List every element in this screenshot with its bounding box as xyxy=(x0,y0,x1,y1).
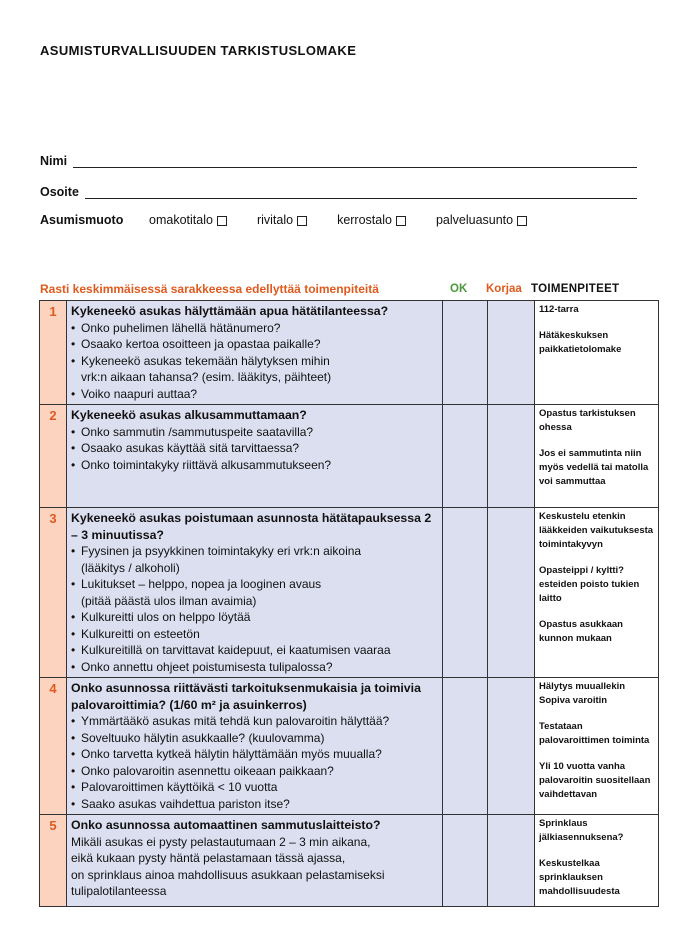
fix-column-header: Korjaa xyxy=(486,283,522,295)
question-title: Kykeneekö asukas alkusammuttamaan? xyxy=(71,408,307,422)
ok-check-cell[interactable] xyxy=(443,508,488,678)
ok-check-cell[interactable] xyxy=(443,301,488,405)
bullet-item: • Onko palovaroitin asennettu oikeaan paikkaan? xyxy=(71,763,438,780)
bullet-item: • Onko sammutin /sammutuspeite saatavilla? xyxy=(71,424,438,441)
question-title: Onko asunnossa automaattinen sammutuslaitteisto? xyxy=(71,818,381,832)
table-row xyxy=(40,678,659,815)
action-note: 112-tarra xyxy=(539,304,579,315)
actions-cell xyxy=(535,508,659,678)
actions-cell xyxy=(535,405,659,508)
question-text: eikä kukaan pysty häntä pelastamaan tässä ajassa, xyxy=(71,851,346,865)
question-title: Kykeneekö asukas hälyttämään apua hätätilanteessa? xyxy=(71,304,389,318)
name-input-line[interactable] xyxy=(73,154,637,168)
bullet-item: • Kykeneekö asukas tekemään hälytyksen mihin xyxy=(71,353,438,370)
bullet-item: • Fyysinen ja psyykkinen toimintakyky eri vrk:n aikoina xyxy=(71,543,438,560)
checkbox-icon[interactable] xyxy=(297,216,307,226)
question-text: tulipalotilanteessa xyxy=(71,884,167,898)
bullet-item: • Soveltuuko hälytin asukkaalle? (kuulovamma) xyxy=(71,730,438,747)
instruction-text: Rasti keskimmäisessä sarakkeessa edellyttää toimenpiteitä xyxy=(40,282,379,296)
action-note: Hälytys muuallekin Sopiva varoitin xyxy=(539,681,626,706)
bullet-item: • Palovaroittimen käyttöikä < 10 vuotta xyxy=(71,779,438,796)
fix-check-cell[interactable] xyxy=(488,508,535,678)
actions-cell xyxy=(535,301,659,405)
bullet-item: • Kulkureitillä on tarvittavat kaidepuut, ei kaatumisen vaaraa xyxy=(71,642,438,659)
table-row xyxy=(40,405,659,508)
bullet-item: • Onko puhelimen lähellä hätänumero? xyxy=(71,320,438,337)
bullet-item: • Onko tarvetta kytkeä hälytin hälyttämään myös muualla? xyxy=(71,746,438,763)
action-note: Jos ei sammutinta niin myös vedellä tai matolla voi sammuttaa xyxy=(539,448,649,487)
checklist-table xyxy=(39,300,659,907)
fix-check-cell[interactable] xyxy=(488,405,535,508)
housing-option-palveluasunto[interactable]: palveluasunto xyxy=(436,213,527,227)
action-note: Yli 10 vuotta vanha palovaroitin suositellaan vaihdettavan xyxy=(539,761,651,800)
action-note: Keskustelu etenkin lääkkeiden vaikutuksesta toimintakyvyn xyxy=(539,511,654,550)
ok-column-header: OK xyxy=(450,283,468,295)
bullet-item: • Kulkureitti ulos on helppo löytää xyxy=(71,609,438,626)
action-note: Opastus tarkistuksen ohessa xyxy=(539,408,636,433)
table-row xyxy=(40,301,659,405)
question-cell xyxy=(67,508,443,678)
ok-check-cell[interactable] xyxy=(443,405,488,508)
checkbox-icon[interactable] xyxy=(517,216,527,226)
housing-option-omakotitalo[interactable]: omakotitalo xyxy=(149,213,227,227)
action-note: Testataan palovaroittimen toiminta xyxy=(539,721,650,746)
address-input-line[interactable] xyxy=(85,185,637,199)
address-field-row xyxy=(40,181,637,199)
row-number: 1 xyxy=(40,301,67,405)
housing-label: Asumismuoto xyxy=(40,213,124,227)
action-note: Keskustelkaa sprinklauksen mahdollisuudesta xyxy=(539,858,620,897)
row-number: 5 xyxy=(40,815,67,907)
question-cell xyxy=(67,405,443,508)
fix-check-cell[interactable] xyxy=(488,301,535,405)
question-cell xyxy=(67,301,443,405)
housing-option-kerrostalo[interactable]: kerrostalo xyxy=(337,213,406,227)
row-number: 3 xyxy=(40,508,67,678)
fix-check-cell[interactable] xyxy=(488,678,535,815)
row-number: 4 xyxy=(40,678,67,815)
bullet-item: • Osaako asukas käyttää sitä tarvittaessa? xyxy=(71,440,438,457)
actions-cell xyxy=(535,815,659,907)
actions-column-header: TOIMENPITEET xyxy=(531,283,620,295)
question-text: (lääkitys / alkoholi) xyxy=(81,560,180,575)
page-title: ASUMISTURVALLISUUDEN TARKISTUSLOMAKE xyxy=(40,43,357,58)
table-row xyxy=(40,508,659,678)
action-note: Sprinklaus jälkiasennuksena? xyxy=(539,818,624,843)
housing-option-rivitalo[interactable]: rivitalo xyxy=(257,213,307,227)
name-label: Nimi xyxy=(40,154,68,168)
question-cell xyxy=(67,815,443,907)
checkbox-icon[interactable] xyxy=(217,216,227,226)
row-number: 2 xyxy=(40,405,67,508)
question-text: (pitää päästä ulos ilman avaimia) xyxy=(81,593,257,608)
name-field-row xyxy=(40,150,637,168)
checkbox-icon[interactable] xyxy=(396,216,406,226)
table-row xyxy=(40,815,659,907)
action-note: Opasteippi / kyltti? esteiden poisto tukien laitto xyxy=(539,565,640,604)
question-text: Mikäli asukas ei pysty pelastautumaan 2 – 3 min aikana, xyxy=(71,834,371,849)
bullet-item: • Onko annettu ohjeet poistumisesta tulipalossa? xyxy=(71,659,438,676)
question-title: Onko asunnossa riittävästi tarkoituksenmukaisia ja toimivia palovaroittimia? (1/60 m² ja asuinkerros) xyxy=(71,681,421,712)
address-label: Osoite xyxy=(40,185,79,199)
housing-type-row xyxy=(40,211,640,229)
question-text: on sprinklaus ainoa mahdollisuus asukkaan pelastamiseksi xyxy=(71,867,385,882)
bullet-item: • Osaako kertoa osoitteen ja opastaa paikalle? xyxy=(71,336,438,353)
bullet-item: • Lukitukset – helppo, nopea ja looginen avaus xyxy=(71,576,438,593)
bullet-item: • Saako asukas vaihdettua pariston itse? xyxy=(71,796,438,813)
table-legend xyxy=(40,282,643,298)
action-note: Hätäkeskuksen paikkatietolomake xyxy=(539,330,622,355)
bullet-item: • Kulkureitti on esteetön xyxy=(71,626,438,643)
ok-check-cell[interactable] xyxy=(443,815,488,907)
bullet-item: • Onko toimintakyky riittävä alkusammutukseen? xyxy=(71,457,438,474)
actions-cell xyxy=(535,678,659,815)
bullet-item: • Ymmärtääkö asukas mitä tehdä kun palovaroitin hälyttää? xyxy=(71,713,438,730)
bullet-item: • Voiko naapuri auttaa? xyxy=(71,386,438,403)
fix-check-cell[interactable] xyxy=(488,815,535,907)
question-cell xyxy=(67,678,443,815)
question-title: Kykeneekö asukas poistumaan asunnosta hätätapauksessa 2 – 3 minuutissa? xyxy=(71,511,432,542)
action-note: Opastus asukkaan kunnon mukaan xyxy=(539,619,623,644)
question-text: vrk:n aikaan tahansa? (esim. lääkitys, päihteet) xyxy=(81,370,332,384)
ok-check-cell[interactable] xyxy=(443,678,488,815)
